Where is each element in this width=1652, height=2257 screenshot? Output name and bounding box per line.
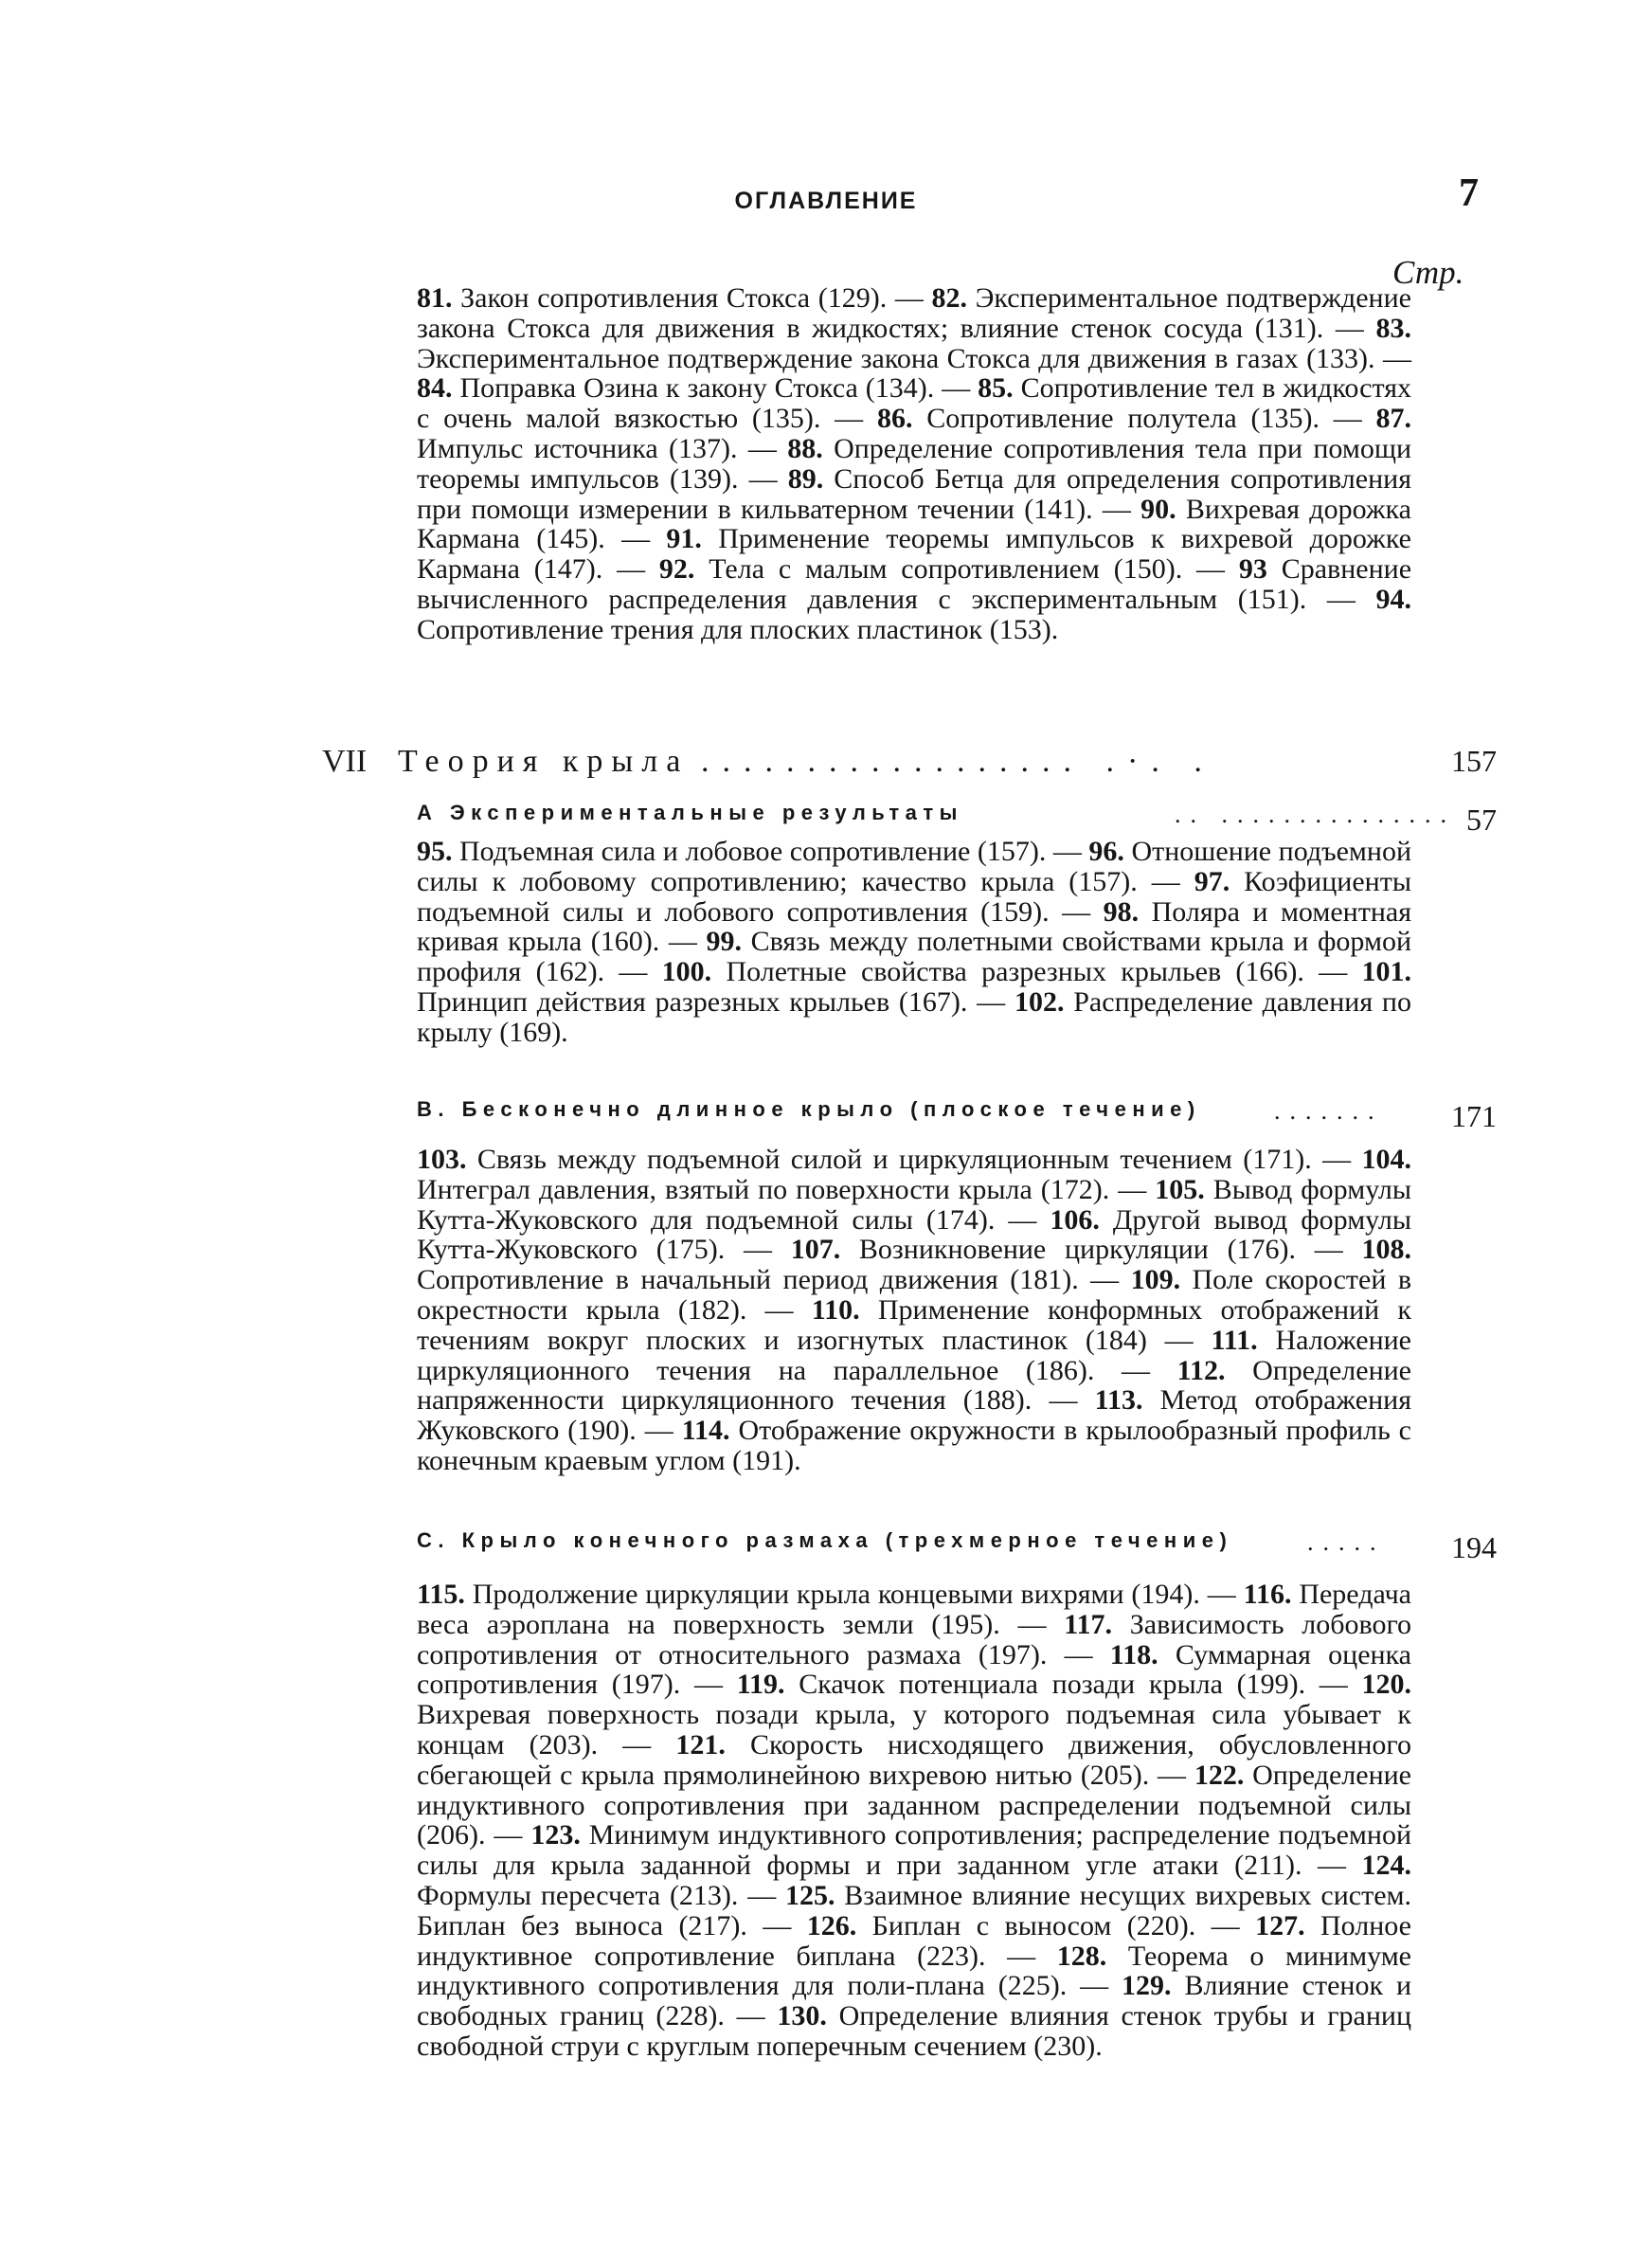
toc-item-text: Формулы пересчета (213). — xyxy=(417,1879,785,1911)
toc-item-number: 85. xyxy=(978,372,1014,405)
section-b-page: 171 xyxy=(1451,1099,1497,1133)
toc-item-number: 117. xyxy=(1064,1608,1113,1640)
toc-item-text: Применение конформных отображений к течениям вокруг плоских и изогнутых пластинок (184) — xyxy=(417,1293,1411,1356)
toc-item-number: 81. xyxy=(417,282,453,314)
leader-dots: ..... xyxy=(1307,1528,1386,1556)
toc-item-number: 112. xyxy=(1176,1354,1226,1386)
toc-item-number: 128. xyxy=(1056,1940,1107,1972)
leader-dots: .. ............... xyxy=(1175,801,1456,828)
toc-item-text: Зависимость лобового сопротивления от относительного размаха (197). — xyxy=(417,1608,1412,1670)
toc-item-number: 124. xyxy=(1361,1850,1411,1882)
toc-item-text: Поле скоростей в окрестности крыла (182). — xyxy=(417,1264,1411,1326)
toc-item-text: Связь между подъемной силой и циркуляционным течением (171). — xyxy=(466,1144,1362,1175)
toc-item-number: 104. xyxy=(1361,1144,1411,1175)
toc-item-number: 82. xyxy=(931,282,967,314)
toc-item-text: Вихревая поверхность позади крыла, у которого подъемная сила убывает к концам (203). — xyxy=(417,1699,1411,1760)
toc-item-text: Способ Бетца для определения сопротивления при помощи измерении в кильватерном течении (141). — xyxy=(417,462,1411,525)
toc-item-number: 98. xyxy=(1103,895,1140,928)
leader-dots: ....... xyxy=(1274,1097,1384,1125)
toc-item-text: Экспериментальное подтверждение закона Стокса для движения в газах (133). — xyxy=(417,342,1411,374)
chapter-entry[interactable] xyxy=(322,744,1497,785)
toc-item-number: 114. xyxy=(681,1415,730,1447)
toc-item-number: 122. xyxy=(1194,1759,1245,1791)
toc-item-number: 109. xyxy=(1130,1264,1181,1296)
toc-item-text: Поляра и моментная кривая крыла (160). — xyxy=(417,895,1411,958)
toc-item-number: 83. xyxy=(1375,312,1411,344)
leader-dots: .................. .·. . xyxy=(701,744,1215,779)
section-c-title: С. Крыло конечного размаха (трехмерное течение) xyxy=(417,1528,1233,1552)
toc-item-number: 130. xyxy=(777,2000,827,2032)
toc-item-number: 97. xyxy=(1194,865,1230,897)
toc-item-text: Теорема о минимуме индуктивного сопротивления для поли-плана (225). — xyxy=(417,1940,1411,2002)
toc-item-text: Экспериментальное подтверждение закона Стокса для движения в жидкостях; влияние стенок сосуда (131). — xyxy=(417,282,1411,344)
toc-item-number: 127. xyxy=(1255,1909,1305,1941)
toc-item-number: 99. xyxy=(706,926,742,958)
toc-paragraph-section-b xyxy=(417,1145,1411,1476)
toc-item-number: 90. xyxy=(1140,493,1176,525)
toc-item-number: 115. xyxy=(417,1579,465,1610)
toc-item-text: Тела с малым сопротивлением (150). — xyxy=(694,553,1239,586)
section-b-heading[interactable] xyxy=(417,1097,1497,1135)
toc-item-text: Биплан с выносом (220). — xyxy=(856,1909,1256,1941)
toc-item-text: Импульс источника (137). — xyxy=(417,432,788,464)
section-c-heading[interactable] xyxy=(417,1528,1497,1566)
toc-item-number: 118. xyxy=(1109,1638,1158,1670)
toc-item-text: Суммарная оценка сопротивления (197). — xyxy=(417,1638,1411,1701)
toc-item-number: 94. xyxy=(1375,583,1411,615)
toc-item-text: Определение индуктивного сопротивления при заданном распределении подъемной силы (206). — xyxy=(417,1759,1411,1851)
chapter-title: Теория крыла xyxy=(398,744,690,779)
section-b-title: В. Бесконечно длинное крыло (плоское течение) xyxy=(417,1097,1201,1121)
toc-item-text: Сопротивление трения для плоских пластинок (153). xyxy=(417,613,1059,645)
section-a-page: 57 xyxy=(1466,803,1497,837)
toc-item-text: Полное индуктивное сопротивление биплана (223). — xyxy=(417,1909,1411,1972)
toc-item-number: 93 xyxy=(1238,553,1267,586)
toc-item-number: 92. xyxy=(658,553,695,586)
toc-item-text: Сопротивление в начальный период движения (181). — xyxy=(417,1264,1131,1296)
toc-paragraph-section-a xyxy=(417,837,1411,1048)
toc-item-text: Продолжение циркуляции крыла концевыми вихрями (194). — xyxy=(464,1579,1244,1610)
toc-item-text: Коэфициенты подъемной силы и лобового сопротивления (159). — xyxy=(417,865,1411,928)
toc-paragraph-intro xyxy=(417,283,1411,645)
toc-item-text: Другой вывод формулы Кутта-Жуковского (175). — xyxy=(417,1203,1411,1266)
toc-item-text: Закон сопротивления Стокса (129). — xyxy=(452,282,932,314)
toc-item-text: Поправка Озина к закону Стокса (134). — xyxy=(452,372,979,405)
section-c-page: 194 xyxy=(1451,1530,1497,1564)
toc-item-number: 125. xyxy=(784,1879,835,1911)
toc-item-number: 96. xyxy=(1088,836,1124,867)
toc-item-number: 102. xyxy=(1014,985,1065,1018)
section-a-title: А Экспериментальные результаты xyxy=(417,801,963,824)
toc-item-text: Сравнение вычисленного распределения давления с экспериментальным (151). — xyxy=(417,553,1412,615)
toc-item-number: 107. xyxy=(790,1234,841,1266)
toc-item-number: 88. xyxy=(787,432,823,464)
toc-item-text: Скачок потенциала позади крыла (199). — xyxy=(784,1669,1362,1701)
toc-item-text: Распределение давления по крылу (169). xyxy=(417,985,1411,1048)
toc-item-number: 121. xyxy=(675,1728,726,1760)
page-number: 7 xyxy=(1459,172,1479,215)
toc-item-text: Связь между полетными свойствами крыла и формой профиля (162). — xyxy=(417,926,1411,988)
toc-item-text: Отношение подъемной силы к лобовому сопротивлению; качество крыла (157). — xyxy=(417,836,1412,897)
toc-item-number: 103. xyxy=(417,1144,467,1175)
toc-item-number: 89. xyxy=(787,462,824,495)
toc-item-number: 116. xyxy=(1243,1579,1292,1610)
toc-item-text: Полетные свойства разрезных крыльев (166). — xyxy=(711,956,1362,988)
toc-item-number: 95. xyxy=(417,836,453,867)
toc-item-number: 101. xyxy=(1361,956,1411,988)
toc-item-text: Применение теоремы импульсов к вихревой дорожке Кармана (147). — xyxy=(417,523,1411,586)
toc-item-text: Определение напряженности циркуляционного течения (188). — xyxy=(417,1354,1411,1417)
toc-item-number: 84. xyxy=(417,372,453,405)
toc-item-number: 87. xyxy=(1375,403,1412,435)
toc-item-number: 100. xyxy=(661,956,712,988)
toc-paragraph-section-c xyxy=(417,1580,1411,2062)
toc-item-number: 126. xyxy=(806,1909,857,1941)
toc-item-number: 123. xyxy=(530,1819,581,1851)
toc-item-number: 119. xyxy=(736,1669,785,1701)
toc-item-text: Определение сопротивления тела при помощи теоремы импульсов (139). — xyxy=(417,432,1411,495)
toc-item-number: 111. xyxy=(1211,1324,1258,1356)
toc-item-number: 113. xyxy=(1094,1384,1143,1417)
toc-item-text: Интеграл давления, взятый по поверхности крыла (172). — xyxy=(417,1173,1156,1205)
toc-item-number: 91. xyxy=(666,523,702,555)
toc-item-text: Определение влияния стенок трубы и границ свободной струи с круглым поперечным сечением (230). xyxy=(417,2000,1412,2062)
chapter-page: 157 xyxy=(1451,744,1497,778)
page-column-label: Стр. xyxy=(1392,254,1464,291)
toc-item-number: 86. xyxy=(876,403,913,435)
toc-item-text: Вывод формулы Кутта-Жуковского для подъемной силы (174). — xyxy=(417,1173,1411,1236)
running-title: ОГЛАВЛЕНИЕ xyxy=(734,188,918,214)
toc-item-number: 110. xyxy=(811,1293,860,1326)
toc-item-text: Наложение циркуляционного течения на параллельное (186). — xyxy=(417,1324,1411,1386)
toc-item-number: 108. xyxy=(1361,1234,1411,1266)
toc-item-text: Возникновение циркуляции (176). — xyxy=(840,1234,1362,1266)
toc-item-text: Отображение окружности в крылообразный профиль с конечным краевым углом (191). xyxy=(417,1415,1411,1476)
toc-item-number: 105. xyxy=(1155,1173,1205,1205)
toc-item-number: 106. xyxy=(1050,1203,1100,1236)
toc-item-text: Передача веса аэроплана на поверхность земли (195). — xyxy=(417,1579,1411,1640)
toc-item-text: Вихревая дорожка Кармана (145). — xyxy=(417,493,1411,555)
toc-item-text: Влияние стенок и свободных границ (228). — xyxy=(417,1970,1412,2032)
toc-item-text: Взаимное влияние несущих вихревых систем. Биплан без выноса (217). — xyxy=(417,1879,1411,1941)
toc-item-text: Метод отображения Жуковского (190). — xyxy=(417,1384,1411,1447)
toc-item-text: Сопротивление полутела (135). — xyxy=(912,403,1376,435)
chapter-number: VII xyxy=(322,744,368,779)
toc-item-number: 129. xyxy=(1122,1970,1172,2002)
toc-item-text: Скорость нисходящего движения, обусловленного сбегающей с крыла прямолинейною вихревою нитью (205). — xyxy=(417,1728,1411,1791)
section-a-heading[interactable] xyxy=(417,801,1497,839)
toc-item-text: Сопротивление тел в жидкостях с очень малой вязкостью (135). — xyxy=(417,372,1411,435)
toc-item-text: Минимум индуктивного сопротивления; распределение подъемной силы для крыла заданной формы и при заданном угле атаки (211). — xyxy=(417,1819,1411,1882)
toc-item-text: Принцип действия разрезных крыльев (167). — xyxy=(417,985,1015,1018)
toc-item-number: 120. xyxy=(1361,1669,1411,1701)
toc-item-text: Подъемная сила и лобовое сопротивление (157). — xyxy=(452,836,1089,867)
